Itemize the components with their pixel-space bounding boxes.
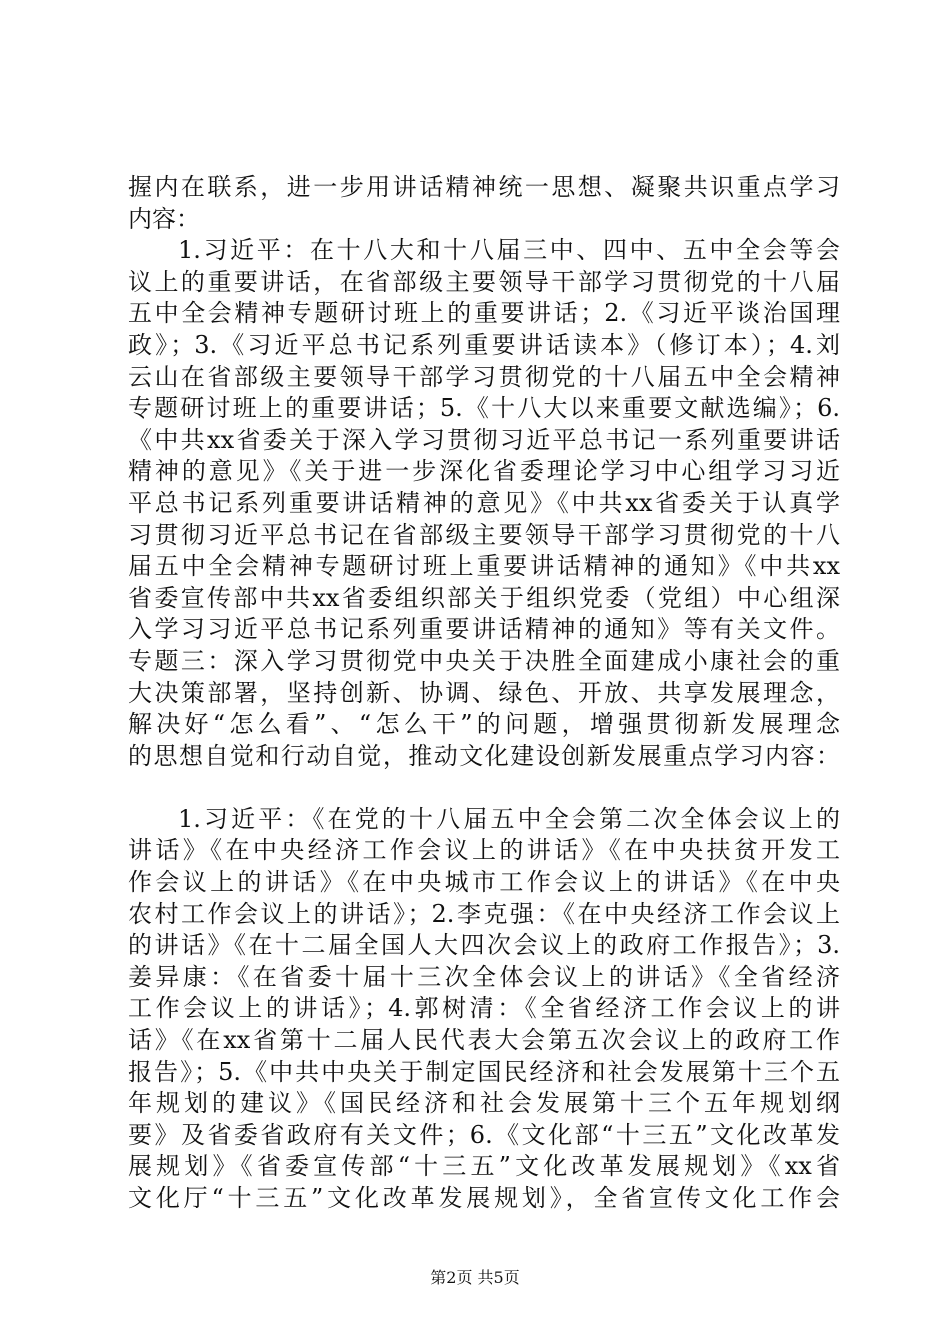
text-line: 习贯彻习近平总书记在省部级主要领导干部学习贯彻党的十八: [128, 520, 840, 549]
text-line: 要》及省委省政府有关文件；6.《文化部“十三五”文化改革发: [128, 1120, 840, 1149]
text-line: 的思想自觉和行动自觉，推动文化建设创新发展重点学习内容：: [128, 741, 840, 770]
document-body: [128, 172, 840, 1215]
text-line: 文化厅“十三五”文化改革发展规划》，全省宣传文化工作会: [128, 1184, 840, 1212]
text-line: 云山在省部级主要领导干部学习贯彻党的十八届五中全会精神: [128, 362, 840, 391]
text-line: 的讲话》《在十二届全国人大四次会议上的政府工作报告》；3.: [128, 931, 840, 960]
text-line: 五中全会精神专题研讨班上的重要讲话；2.《习近平谈治国理: [128, 299, 840, 328]
text-line: 工作会议上的讲话》；4.郭树清：《全省经济工作会议上的讲: [128, 994, 840, 1023]
text-line: 1.习近平：《在党的十八届五中全会第二次全体会议上的: [178, 804, 840, 833]
text-line: 握内在联系，进一步用讲话精神统一思想、凝聚共识重点学习: [128, 173, 840, 201]
text-line: 报告》；5.《中共中央关于制定国民经济和社会发展第十三个五: [128, 1057, 840, 1086]
text-line: 话》《在xx省第十二届人民代表大会第五次会议上的政府工作: [128, 1026, 840, 1055]
text-line: 入学习习近平总书记系列重要讲话精神的通知》等有关文件。: [128, 615, 840, 644]
text-line: 作会议上的讲话》《在中央城市工作会议上的讲话》《在中央: [128, 868, 840, 897]
text-line: 届五中全会精神专题研讨班上重要讲话精神的通知》《中共xx: [128, 552, 840, 581]
text-line: 专题研讨班上的重要讲话；5.《十八大以来重要文献选编》；6.: [128, 394, 840, 423]
text-line: 展规划》《省委宣传部“十三五”文化改革发展规划》《xx省: [128, 1152, 840, 1181]
text-line: 政》；3.《习近平总书记系列重要讲话读本》（修订本）；4.刘: [128, 330, 840, 359]
text-line: 内容：: [128, 204, 200, 233]
text-line: 省委宣传部中共xx省委组织部关于组织党委（党组）中心组深: [128, 583, 840, 612]
text-line: 精神的意见》《关于进一步深化省委理论学习中心组学习习近: [128, 457, 840, 486]
text-line: 专题三：深入学习贯彻党中央关于决胜全面建成小康社会的重: [128, 646, 840, 675]
text-line: 大决策部署，坚持创新、协调、绿色、开放、共享发展理念，: [128, 678, 840, 707]
paragraph-gap: [128, 772, 840, 804]
text-line: 平总书记系列重要讲话精神的意见》《中共xx省委关于认真学: [128, 488, 840, 517]
text-line: 讲话》《在中央经济工作会议上的讲话》《在中央扶贫开发工: [128, 836, 840, 865]
text-line: 议上的重要讲话，在省部级主要领导干部学习贯彻党的十八届: [128, 267, 840, 296]
text-line: 1.习近平：在十八大和十八届三中、四中、五中全会等会: [178, 236, 840, 265]
text-line: 姜异康：《在省委十届十三次全体会议上的讲话》《全省经济: [128, 962, 840, 991]
text-line: 年规划的建议》《国民经济和社会发展第十三个五年规划纲: [128, 1089, 840, 1118]
text-line: 解决好“怎么看”、“怎么干”的问题，增强贯彻新发展理念: [128, 710, 840, 739]
text-line: 农村工作会议上的讲话》；2.李克强：《在中央经济工作会议上: [128, 899, 840, 928]
page-number-footer: 第2页 共5页: [430, 1268, 520, 1287]
text-line: 《中共xx省委关于深入学习贯彻习近平总书记一系列重要讲话: [128, 425, 840, 454]
